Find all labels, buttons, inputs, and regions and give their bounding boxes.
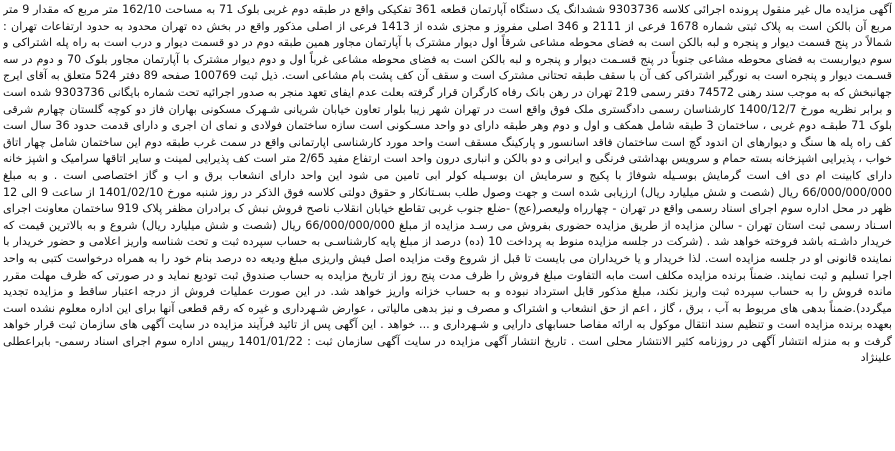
notice-body-text: آگهی مزایده مال غیر منقول پرونده اجرائی کلاسه 9303736 ششدانگ یک دستگاه آپارتمان قطعه 361 تفکیکی واقع در طبقه دوم غربی بلوک 71 به مساحت 162/10 متر مربع که مقدار 9 متر مربع آن بالکن است به پلاک ثبتی شماره 1678 فرعی از 2111 و 346 اصلی مفروز و مجزی شده از 1413 فرعی از اصلی مذکور واقع در بخش ده تهران محدود به حدود ارتفاعات تهران : شمالاً در پنج قسمت دیوار و پنجره و لبه بالکن است به فضای محوطه مشاعی شرقاً اول دیوار مشترک با آپارتمان مجاور همین طبقه دوم در دو قسمت دیوار و درب است به راه پله اشتراکی و سوم دیواربست به فضای محوطه مشاعی جنوباً در پنج قسـمت دیوار و پنجره و لبه بالکن است به فضای محوطه مشاعی غرباً اول و دوم دیوار مشترک با آپارتمان مجاور بلوک 70 و دوم در سه قسـمت دیوار و پنجره است به نورگیر اشتراکی کف آن با سقف طبقه تحتانی مشترک است و سقف آن کف پشت بام مشاعی است. ذیل ثبت 100769 صفحه 89 دفتر 524 متعلق به آقای ایرج جهانبخش که به موجب سند رهنی 74572 دفتر رسمی 219 تهران در رهن بانک رفاه کارگران قرار گرفته بعلت عدم ایفای تعهد منجر به صدور اجرائیه تحت شماره بایگانی 9303736 شده است و برابر نظریه مورخ 1400/12/7 کارشناسان رسمی دادگستری ملک فوق واقع است در تهران شهر زیبا بلوار تعاون خیابان شریانی شـهرک مسکونی بهاران فاز دو کوچه گلستان چهارم شرقی بلوک 71 طبقـه دوم غربی ، ساختمان 3 طبقه شامل همکف و اول و دوم وهر طبقه دارای دو واحد مسـکونی است سازه ساختمان فولادی و نمای ان اجری و دارای قدمت حدود 36 سال است کف راه پله ها سنگ و دیوارهای ان اندود گچ است ساختمان فاقد اسانسور و پارکینگ مسقف است واحد مورد کارشناسی اپارتمانی واقع در سمت غرب طبقه دوم این ساختمان شامل چهار اتاق خواب ، پذیرایی اشپزخانه بسته حمام و سرویس بهداشتی فرنگی و ایرانی و دو بالکن و انباری درون واحد است ارتفاع مفید 2/65 متر است کف پذیرایی لمینت و سایر اتاقها سرامیک و اشپز خانه دارای کابینت ام دی اف است گرمایش بوسـیله شوفاژ با پکیج و سرمایش ان بوسـیله کولر ابی تامین می شود این واحد دارای انشعاب برق و اب و گاز اختصاصی است . و به مبلغ 66/000/000/000 ریال (شصت و شش میلیارد ریال) ارزیابی شده است و جهت وصول طلب بسـتانکار و حقوق دولتی کلاسه فوق الذکر در روز شنبه مورخ 1401/02/10 از ساعت 9 الی 12 ظهر در محل اداره سوم اجرای اسناد رسمی واقع در تهران - چهارراه ولیعصر(عج) -ضلع جنوب غربی تقاطع خیابان انقلاب ناصح فروش نبش ک برادران مظفر پلاک 919 ساختمان معاونت اجرای اسـناد رسمی ثبت استان تهران - سالن مزایده از طریق مزایده حضوری بفروش می رسـد مزایده از مبلغ 66/000/000/000 ریال (شصت و شش میلیارد ریال) شروع و به بالاترین قیمت که خریدار داشـته باشد فروخته خواهد شد . (شرکت در جلسه مزایده منوط به پرداخت 10 (ده) درصد از مبلغ پایه کارشناسـی به حساب سپرده ثبت و تحت شناسه واریز اعلامی و حضور خریدار با نماینده قانونی او در جلسه مزایده است. لذا خریدار و یا خریداران می بایست تا قبل از شروع وقت مزایده اصل فیش واریزی مبلغ ودیعه ده درصد بنام خود را به همراه درخواست کتبی به واحد اجرا تسلیم و ثبت نمایند. ضمناً برنده مزایده مکلف است مابه التفاوت مبلغ فروش را ظرف مدت پنج روز از تاریخ مزایده به حساب صندوق ثبت تودیع نماید و در صورتی که ظرف مهلت مقرر مانده فروش را به حساب سپرده ثبت واریز نکند، مبلغ مذکور قابل استرداد نبوده و به حساب خزانه واریز خواهد شد. در این صورت عملیات فروش از درجه اعتبار ساقط و مزایده تجدید میگردد).ضمناً بدهی های مربوط به آب ، برق ، گاز ، اعم از حق انشعاب و اشتراک و مصرف و نیز بدهی مالیاتی ، عوارض شـهرداری و غیره که رقم قطعی آنها برای این اداره معلوم نشده است بعهده برنده مزایده است و تنظیم سند انتقال موکول به ارائه مفاصا حسابهای دارایی و شـهرداری و ... خواهد . این آگهی پس از تائید فرآیند مزایده در سایت آگهی های سازمان ثبت قرار خواهد گرفت و به منزله انتشار آگهی در روزنامه کثیر الانتشار محلی است . تاریخ انتشار آگهی مزایده در سایت آگهی سازمان ثبت : 1401/01/22 رییس اداره سوم اجرای اسناد رسمی- بابراعطلی علینژاد: [3, 3, 892, 365]
auction-notice: [3, 2, 892, 449]
